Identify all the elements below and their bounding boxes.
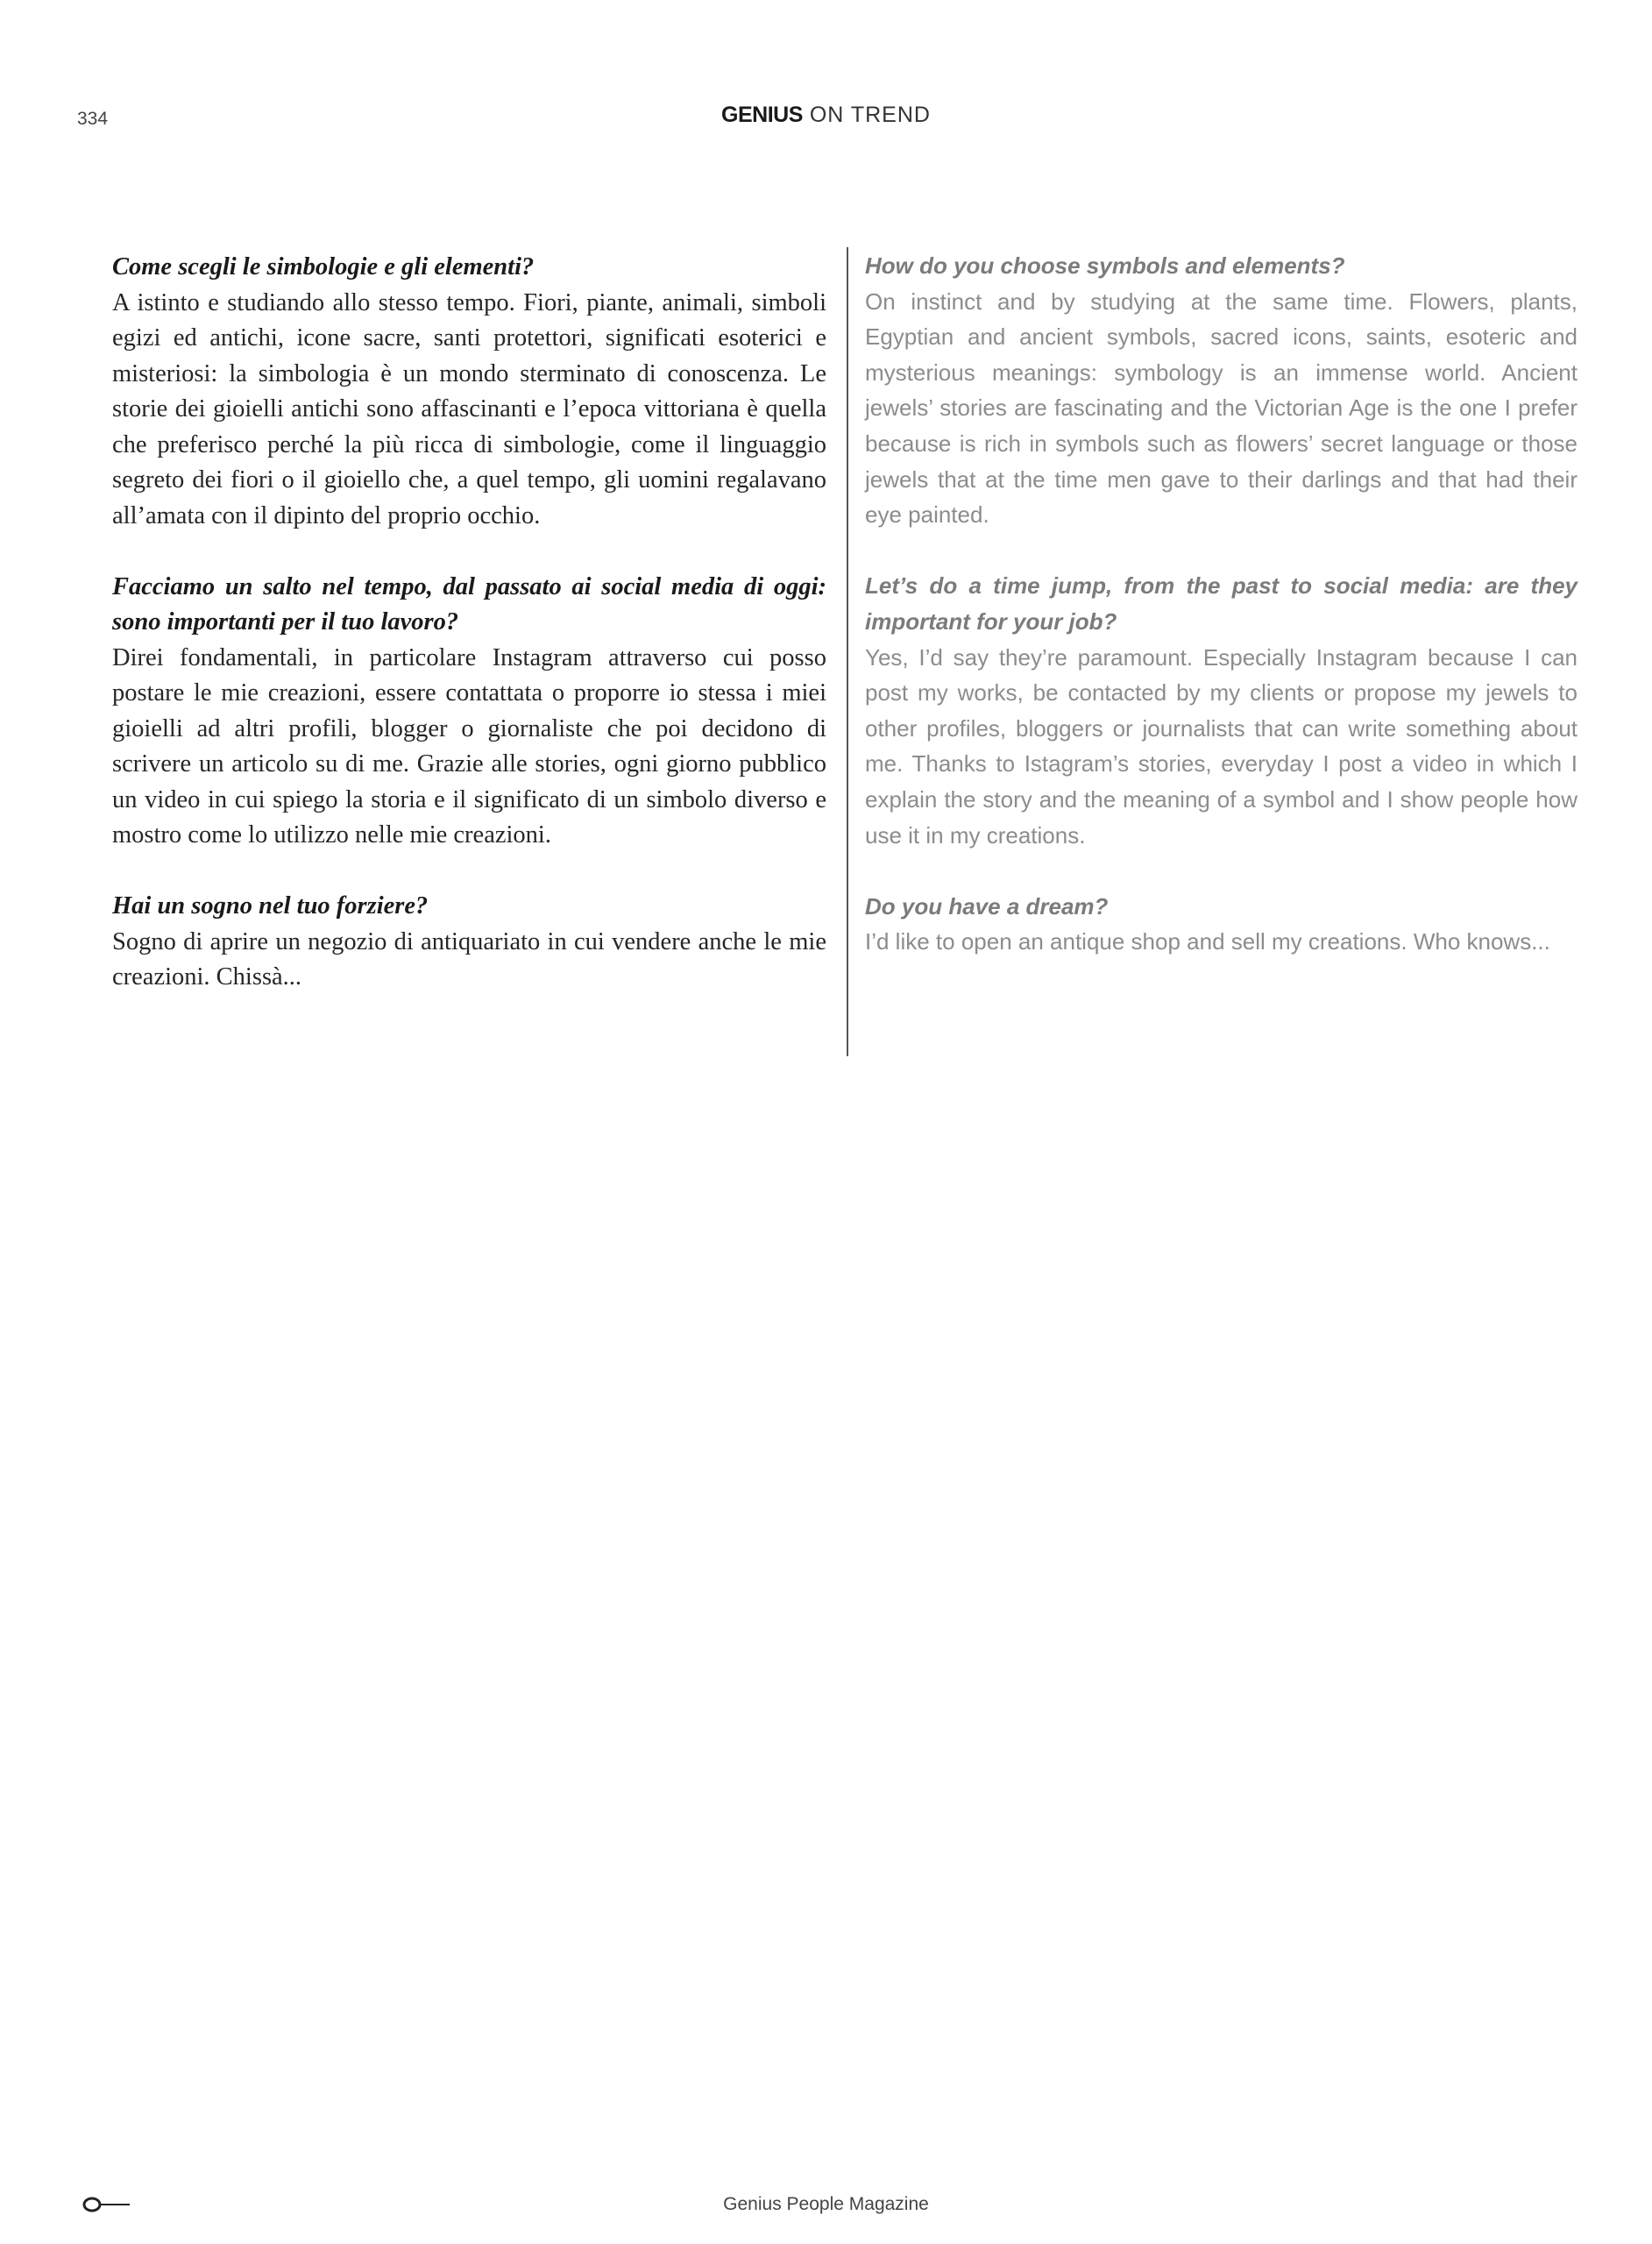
italian-answer-2: Direi fondamentali, in particolare Instagram attraverso cui posso postare le mie creazioni, essere contattata o proporre io stessa i miei gioielli ad altri profili, blogger o giornaliste che poi decidono di scrivere un articolo su di me. Grazie alle stories, ogni giorno pubblico un video in cui spiego la storia e il significato di un simbolo diverso e mostro come lo utilizzo nelle mie creazioni.: [112, 643, 826, 849]
english-column: [865, 248, 1578, 995]
english-question-2: Let’s do a time jump, from the past to social media: are they important for your job?: [865, 572, 1578, 635]
running-header: [0, 103, 1652, 128]
page-number: 334: [77, 109, 109, 129]
italian-answer-3: Sogno di aprire un negozio di antiquariato in cui vendere anche le mie creazioni. Chissà...: [112, 927, 826, 991]
section-name: ON TREND: [809, 103, 931, 127]
italian-column: [112, 250, 826, 1031]
italian-question-2: Facciamo un salto nel tempo, dal passato ai social media di oggi: sono importanti per il tuo lavoro?: [112, 572, 826, 636]
english-question-1: How do you choose symbols and elements?: [865, 252, 1345, 279]
footer-publication: Genius People Magazine: [723, 2194, 929, 2214]
english-question-3: Do you have a dream?: [865, 892, 1109, 920]
italian-question-3: Hai un sogno nel tuo forziere?: [112, 892, 429, 920]
magazine-brand: GENIUS: [721, 103, 803, 127]
english-answer-1: On instinct and by studying at the same time. Flowers, plants, Egyptian and ancient symbols, sacred icons, saints, esoteric and mysterious meanings: symbology is an immense world. Ancient jewels’ stories are fascinating and the Victorian Age is the one I prefer because is rich in symbols such as flowers’ secret language or those jewels that at the time men gave to their darlings and that had their eye painted.: [865, 288, 1578, 529]
italian-answer-1: A istinto e studiando allo stesso tempo. Fiori, piante, animali, simboli egizi ed antichi, icone sacre, santi protettori, significati esoterici e misteriosi: la simbologia è un mondo sterminato di conoscenza. Le storie dei gioielli antichi sono affascinanti e l’epoca vittoriana è quella che preferisco perché la più ricca di simbologie, come il linguaggio segreto dei fiori o il gioiello che, a quel tempo, gli uomini regalavano all’amata con il dipinto del proprio occhio.: [112, 288, 826, 529]
english-answer-3: I’d like to open an antique shop and sell my creations. Who knows...: [865, 928, 1550, 955]
column-divider: [847, 247, 848, 1056]
italian-question-1: Come scegli le simbologie e gli elementi?: [112, 253, 535, 280]
english-answer-2: Yes, I’d say they’re paramount. Especially Instagram because I can post my works, be contacted by my clients or propose my jewels to other profiles, bloggers or journalists that can write something about me. Thanks to Istagram’s stories, everyday I post a video in which I explain the story and the meaning of a symbol and I show people how use it in my creations.: [865, 643, 1578, 849]
